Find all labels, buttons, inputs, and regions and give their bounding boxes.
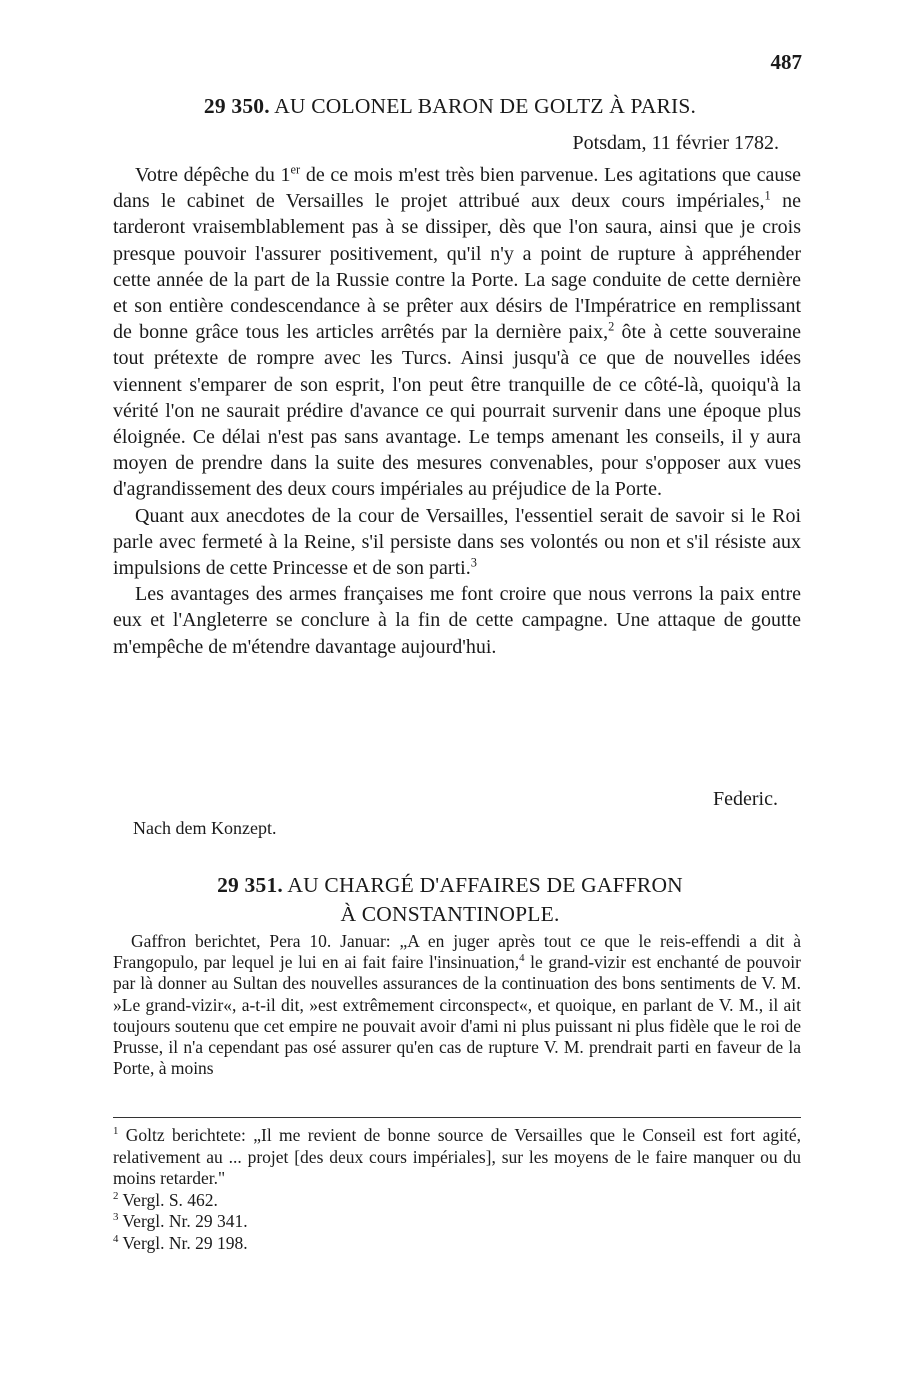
footnote-mark: 3	[113, 1211, 119, 1224]
superscript: er	[290, 162, 301, 177]
footnote	[113, 1233, 801, 1255]
letter-number: 29 351.	[217, 873, 283, 897]
dateline: Potsdam, 11 février 1782.	[572, 132, 779, 154]
footnotes	[113, 1125, 801, 1254]
signature: Federic.	[713, 788, 778, 810]
footnote	[113, 1211, 801, 1233]
text-run: le grand-vizir est enchanté de pouvoir par là donner au Sultan des nouvelles assurances de la continuation des bons sentiments de V. M. »Le grand-vizir«, a-t-il dit, »est extrêmement circonspect«, et quoique, en parlant de V. M., il ait toujours soutenu que cet empire ne pouvait avoir d'ami ni plus puissant ni plus fidèle que le roi de Prusse, il n'a cependant pas osé assurer qu'en cas de rupture V. M. prendrait parti en faveur de la Porte, à moins	[113, 952, 801, 1079]
footnote-mark: 4	[113, 1232, 119, 1245]
report-summary	[113, 931, 801, 1079]
footnote-text: Vergl. S. 462.	[122, 1189, 218, 1210]
text-run: Les avantages des armes françaises me font croire que nous verrons la paix entre eux et l'Angleterre se conclure à la fin de cette campagne. Une attaque de goutte m'empêche de m'étendre davantage aujourd'hui.	[113, 583, 801, 658]
paragraph	[113, 162, 801, 503]
letter-heading	[0, 94, 900, 119]
page-number: 487	[770, 50, 802, 74]
footnote-text: Vergl. Nr. 29 198.	[122, 1232, 248, 1253]
text-run: Votre dépêche du 1	[135, 164, 291, 186]
footnote	[113, 1125, 801, 1190]
heading-line	[0, 871, 900, 900]
footnote-ref: 1	[764, 188, 771, 203]
letter-body	[113, 162, 801, 660]
letter-heading	[0, 871, 900, 929]
paragraph	[113, 503, 801, 582]
letter-number: 29 350.	[203, 94, 270, 118]
footnote-text: Goltz berichtete: „Il me revient de bonne source de Versailles que le Conseil est fort agité, relativement au ... projet [des deux cours impériales], sur les moyens de le faire manquer ou du moins retarder."	[113, 1125, 802, 1188]
footnote-ref: 4	[519, 952, 525, 965]
footnote-mark: 2	[113, 1189, 119, 1202]
heading-line: À CONSTANTINOPLE.	[340, 902, 560, 926]
text-run: de ce mois m'est très bien parvenue. Les agitations que cause dans le cabinet de Versailles le projet attribué aux deux cours impériales,	[113, 164, 802, 213]
paragraph	[113, 581, 801, 660]
text-run: ôte à cette souveraine tout prétexte de rompre avec les Turcs. Ainsi jusqu'à ce que de nouvelles idées viennent s'emparer de son esprit, l'on peut être tranquille de ce côté-là, quoiqu'à la vérité l'on ne saurait prédire d'avance ce qui pourrait survenir dans une époque plus éloignée. Ce délai n'est pas sans avantage. Le temps amenant les conseils, il y aura moyen de prendre dans la suite des mesures convenables, pour s'opposer aux vues d'agrandissement des deux cours impériales au préjudice de la Porte.	[113, 321, 801, 501]
text-run: Quant aux anecdotes de la cour de Versailles, l'essentiel serait de savoir si le Roi parle avec fermeté à la Reine, s'il persiste dans ses volontés ou non et s'il résiste aux impulsions de cette Princesse et de son parti.	[113, 504, 801, 580]
footnote-mark: 1	[113, 1125, 119, 1138]
footnote-divider	[113, 1117, 801, 1118]
source-note: Nach dem Konzept.	[133, 818, 277, 838]
footnote-ref: 2	[608, 319, 615, 334]
text-run: ne tarderont vraisemblablement pas à se dissiper, dès que l'on saura, ainsi que je crois presque pouvoir l'assurer positivement, qu'il n'y a point de rupture à appréhender cette année de la part de la Russie contre la Porte. La sage conduite de cette dernière et son entière condescendance à se prêter aux désirs de l'Impératrice en remplissant de bonne grâce tous les articles arrêtés par la dernière paix,	[113, 190, 801, 344]
letter-title: AU COLONEL BARON DE GOLTZ À PARIS.	[274, 94, 697, 118]
letter-title: AU CHARGÉ D'AFFAIRES DE GAFFRON	[287, 873, 683, 897]
footnote-ref: 3	[470, 555, 477, 570]
footnote	[113, 1190, 801, 1212]
text-run: Gaffron berichtet, Pera 10. Januar: „A en juger après tout ce que le reis-effendi a dit à Frangopulo, par lequel je lui en ai fait faire l'insinuation,	[113, 931, 801, 973]
footnote-text: Vergl. Nr. 29 341.	[122, 1211, 248, 1231]
